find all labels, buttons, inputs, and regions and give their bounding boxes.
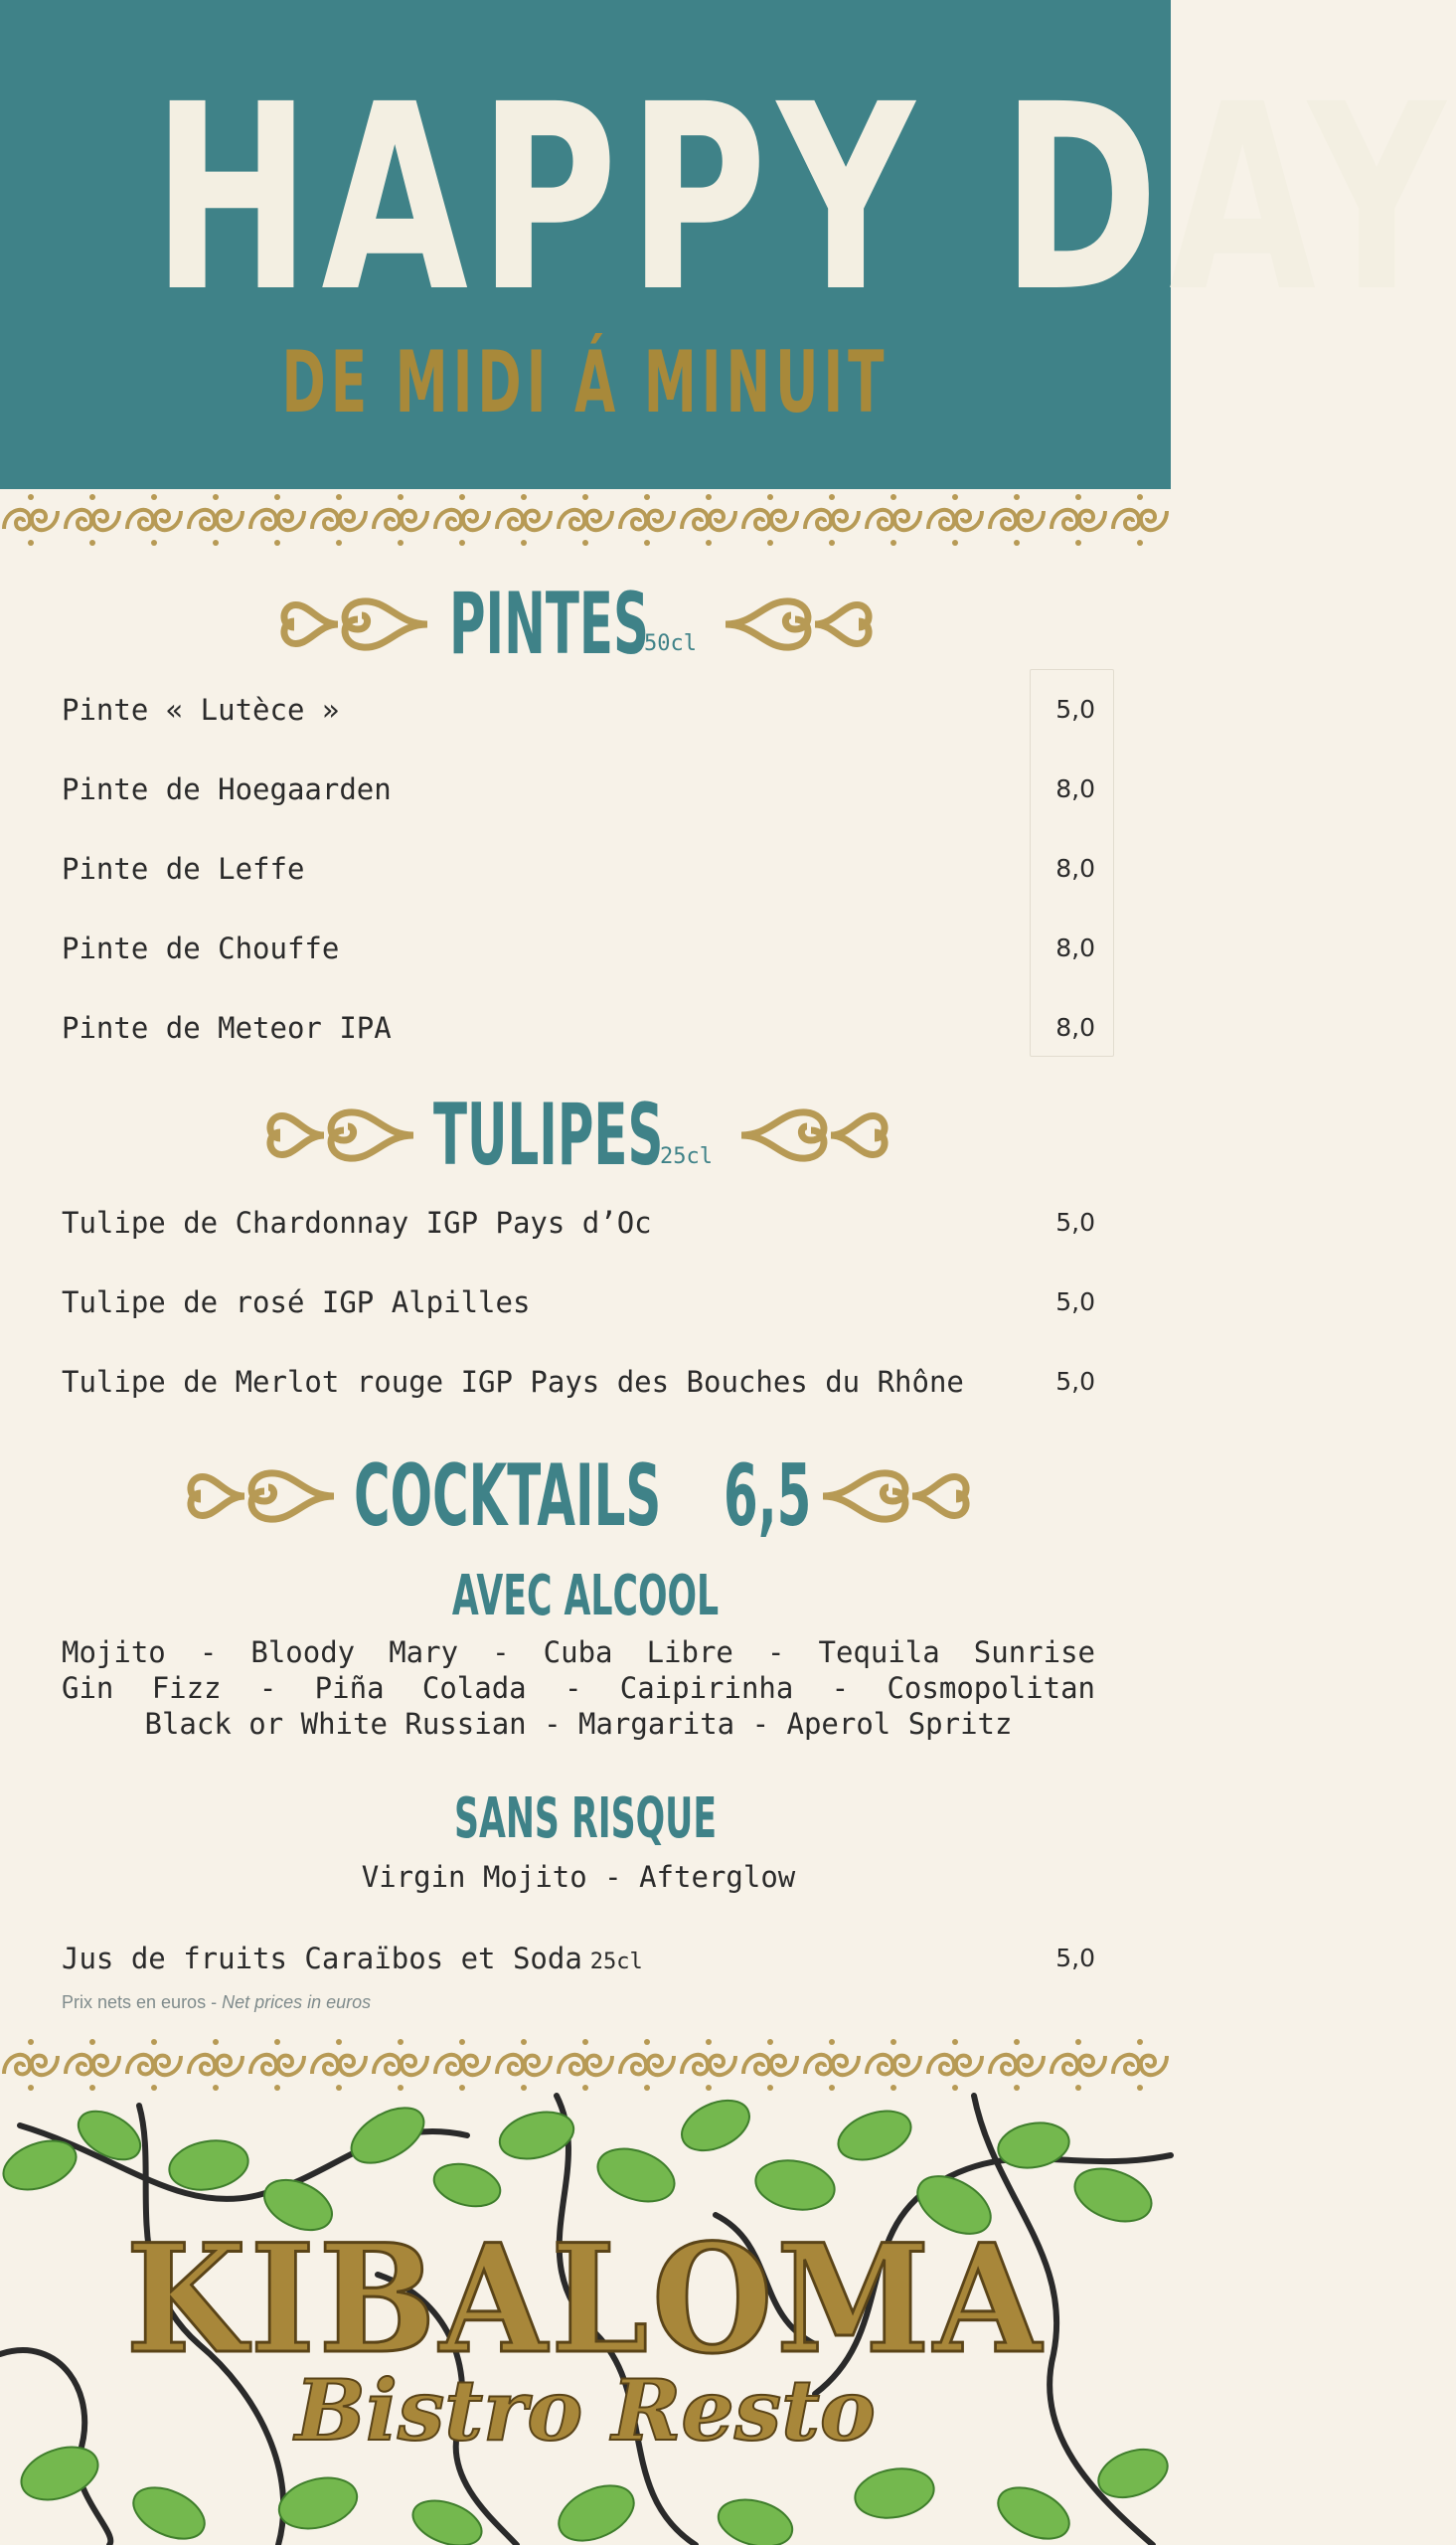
item-name: Tulipe de rosé IGP Alpilles (62, 1285, 531, 1319)
cocktail-list-virgin (62, 1859, 1095, 1895)
page-title: HAPPY DAY (152, 50, 1456, 348)
menu-item (62, 1008, 1095, 1048)
section-cocktails-heading (0, 1446, 1171, 1546)
right-ornament-icon (819, 1461, 972, 1531)
ornament-band-bottom (0, 2034, 1171, 2096)
header-banner (0, 0, 1456, 489)
brand-logo-tagline: Bistro Resto (295, 2361, 876, 2460)
item-price: 8,0 (1055, 774, 1095, 803)
section-title-cocktails: COCKTAILS (354, 1446, 662, 1546)
footer-brand-area (0, 2096, 1171, 2545)
item-price: 5,0 (1055, 695, 1095, 724)
item-price: 8,0 (1055, 854, 1095, 883)
section-title-pintes: PINTES (449, 575, 649, 674)
left-ornament-icon (185, 1461, 338, 1531)
subsection-avec-alcool: AVEC ALCOOL (451, 1564, 720, 1628)
menu-item (62, 1282, 1095, 1322)
price-note-fr: Prix nets en euros (62, 1992, 207, 2012)
item-name: Tulipe de Chardonnay IGP Pays d’Oc (62, 1206, 652, 1240)
right-ornament-icon (722, 590, 875, 659)
ornament-band-top (0, 489, 1171, 551)
item-name: Tulipe de Merlot rouge IGP Pays des Bouches du Rhône (62, 1365, 964, 1399)
price-note (62, 1992, 371, 2013)
left-ornament-icon (264, 1101, 417, 1170)
menu-item-jus (62, 1939, 1095, 1978)
right-ornament-icon (737, 1101, 890, 1170)
subsection-sans-risque: SANS RISQUE (453, 1786, 718, 1851)
page-subtitle: DE MIDI Á MINUIT (281, 333, 890, 432)
cocktail-line: Mojito - Bloody Mary - Cuba Libre - Tequila Sunrise (62, 1635, 1095, 1669)
jus-name: Jus de fruits Caraïbos et Soda (62, 1942, 582, 1975)
cocktail-line: Black or White Russian - Margarita - Aperol Spritz (144, 1707, 1013, 1741)
item-name (62, 1939, 643, 1982)
jus-unit: 25cl (589, 1950, 643, 1974)
item-price: 8,0 (1055, 1013, 1095, 1042)
item-price: 5,0 (1055, 1944, 1095, 1972)
item-name: Pinte de Chouffe (62, 932, 340, 965)
scroll-pattern-icon (0, 2034, 1171, 2096)
cocktail-list-alcohol (62, 1634, 1095, 1742)
item-name: Pinte « Lutèce » (62, 693, 340, 727)
section-pintes-heading (0, 575, 1171, 674)
section-unit-tulipes: 25cl (660, 1144, 713, 1169)
brand-logo-name: KIBALOMA (125, 2212, 1046, 2387)
scroll-pattern-icon (0, 489, 1171, 551)
cocktail-line: Gin Fizz - Piña Colada - Caipirinha - Cosmopolitan (62, 1671, 1095, 1705)
section-unit-pintes: 50cl (644, 631, 697, 656)
item-price: 5,0 (1055, 1287, 1095, 1316)
left-ornament-icon (278, 590, 431, 659)
item-price: 5,0 (1055, 1367, 1095, 1396)
item-name: Pinte de Leffe (62, 852, 305, 886)
price-note-sep: - (206, 1992, 223, 2012)
cocktail-line: Virgin Mojito - Afterglow (361, 1860, 796, 1894)
price-note-en: Net prices in euros (222, 1992, 372, 2012)
section-title-tulipes: TULIPES (433, 1086, 664, 1185)
menu-item (62, 769, 1095, 809)
item-name: Pinte de Meteor IPA (62, 1011, 392, 1045)
menu-item (62, 690, 1095, 730)
cocktails-price: 6,5 (724, 1446, 812, 1546)
item-price: 8,0 (1055, 933, 1095, 962)
menu-item (62, 1203, 1095, 1243)
menu-item (62, 929, 1095, 968)
menu-item (62, 1362, 1095, 1402)
item-price: 5,0 (1055, 1208, 1095, 1237)
item-name: Pinte de Hoegaarden (62, 772, 392, 806)
menu-item (62, 849, 1095, 889)
section-tulipes-heading (0, 1086, 1171, 1185)
